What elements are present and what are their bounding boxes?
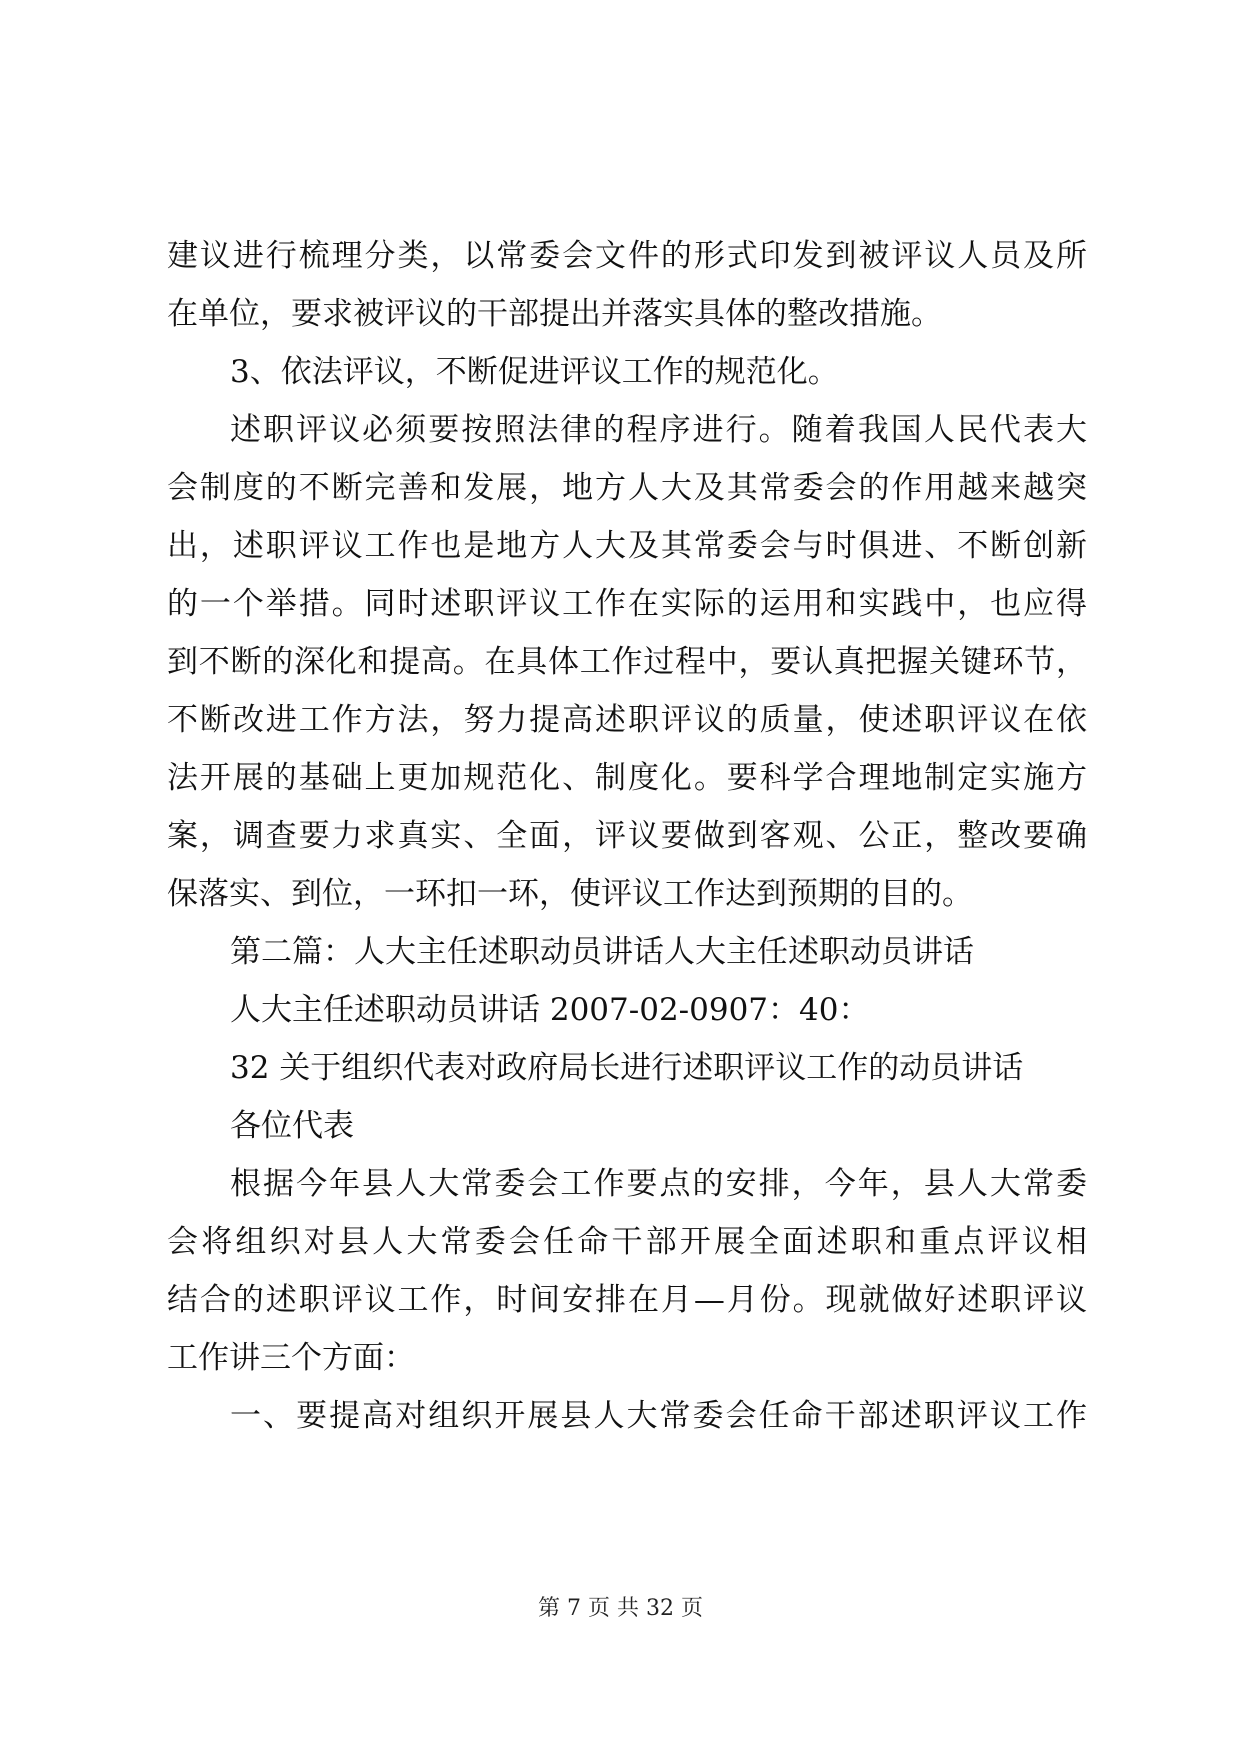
- text-line-3: 3、依法评议，不断促进评议工作的规范化。: [230, 354, 839, 390]
- text-line-1: 建议进行梳理分类，以常委会文件的形式印发到被评议人员及所: [167, 238, 1087, 274]
- text-line-2: 在单位，要求被评议的干部提出并落实具体的整改措施。: [167, 296, 942, 332]
- text-line-4: 述职评议必须要按照法律的程序进行。随着我国人民代表大: [230, 412, 1087, 448]
- text-line-20: 工作讲三个方面：: [167, 1340, 415, 1376]
- salutation-line: 各位代表: [230, 1108, 354, 1144]
- text-line-11: 案，调查要力求真实、全面，评议要做到客观、公正，整改要确: [167, 818, 1087, 854]
- text-line-17: 根据今年县人大常委会工作要点的安排，今年，县人大常委: [230, 1166, 1087, 1202]
- text-line-21: 一、要提高对组织开展县人大常委会任命干部述职评议工作: [230, 1398, 1087, 1434]
- page-number-footer: 第 7 页 共 32 页: [538, 1596, 703, 1621]
- text-line-10: 法开展的基础上更加规范化、制度化。要科学合理地制定实施方: [167, 760, 1087, 796]
- text-line-5: 会制度的不断完善和发展，地方人大及其常委会的作用越来越突: [167, 470, 1087, 506]
- text-line-7: 的一个举措。同时述职评议工作在实际的运用和实践中，也应得: [167, 586, 1087, 622]
- section-heading: 第二篇：人大主任述职动员讲话人大主任述职动员讲话: [230, 934, 974, 970]
- article-subtitle-line: 32 关于组织代表对政府局长进行述职评议工作的动员讲话: [230, 1050, 1024, 1086]
- text-line-6: 出，述职评议工作也是地方人大及其常委会与时俱进、不断创新: [167, 528, 1087, 564]
- text-line-18: 会将组织对县人大常委会任命干部开展全面述职和重点评议相: [167, 1224, 1087, 1260]
- text-line-19: 结合的述职评议工作，时间安排在月—月份。现就做好述职评议: [167, 1282, 1087, 1318]
- text-line-12: 保落实、到位，一环扣一环，使评议工作达到预期的目的。: [167, 876, 973, 912]
- text-line-9: 不断改进工作方法，努力提高述职评议的质量，使述职评议在依: [167, 702, 1087, 738]
- article-title-line: 人大主任述职动员讲话 2007-02-0907：40：: [230, 992, 870, 1028]
- text-line-8: 到不断的深化和提高。在具体工作过程中，要认真把握关键环节，: [167, 644, 1087, 680]
